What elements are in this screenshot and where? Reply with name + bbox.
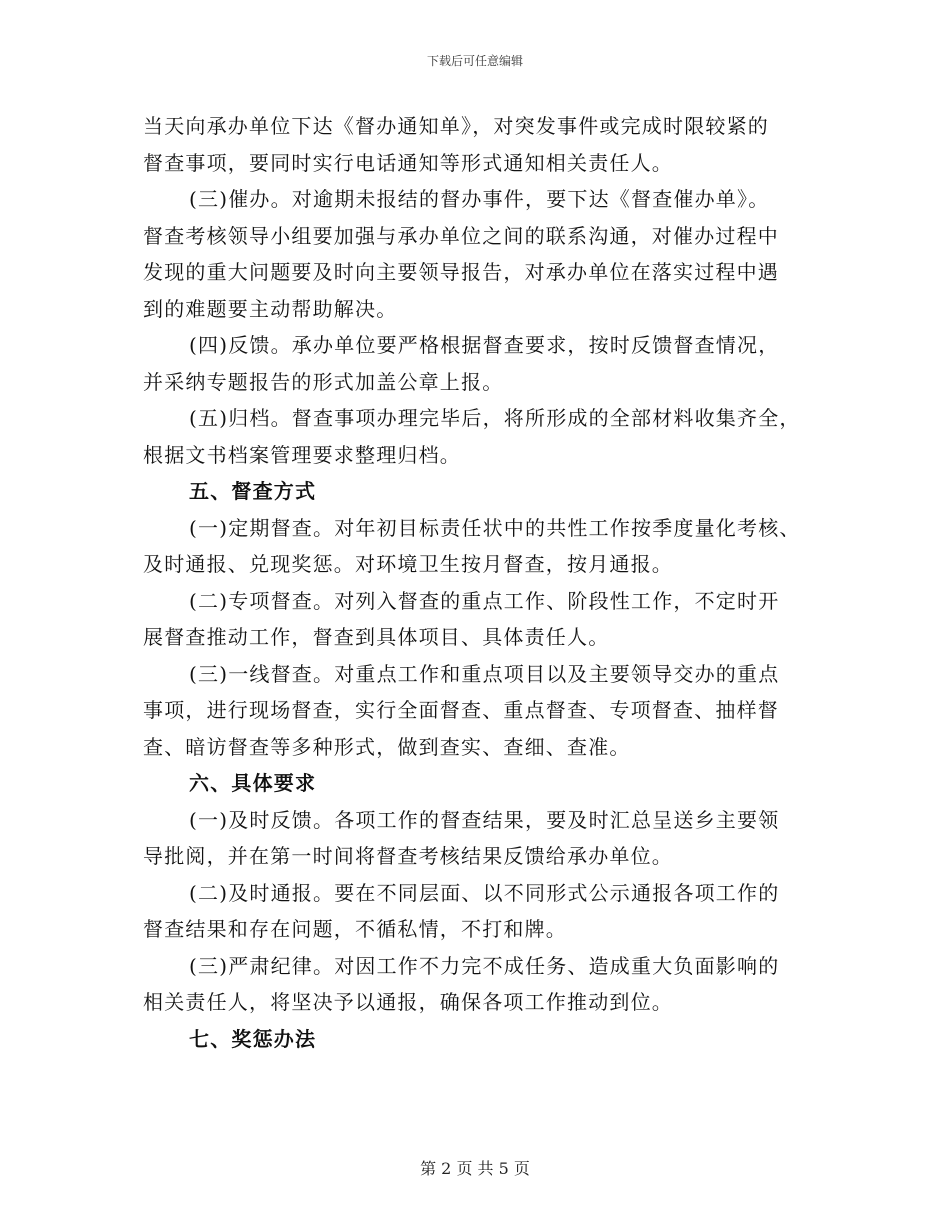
paragraph-first-line: (四)反馈。承办单位要严格根据督查要求，按时反馈督查情况， <box>189 333 780 357</box>
paragraph-first-line: (三)严肃纪律。对因工作不力完不成任务、造成重大负面影响的 <box>189 953 780 978</box>
body-line: 及时通报、兑现奖惩。对环境卫生按月督查，按月通报。 <box>143 552 673 576</box>
body-line: 并采纳专题报告的形式加盖公章上报。 <box>143 369 504 394</box>
body-line: 根据文书档案管理要求整理归档。 <box>143 442 461 467</box>
section-heading: 五、督查方式 <box>189 479 317 503</box>
section-heading: 七、奖惩办法 <box>189 1026 317 1051</box>
body-line: 事项，进行现场督查，实行全面督查、重点督查、专项督查、抽样督 <box>143 698 779 722</box>
body-line: 当天向承办单位下达《督办通知单》，对突发事件或完成时限较紧的 <box>143 114 769 138</box>
paragraph-first-line: (三)催办。对逾期未报结的督办事件，要下达《督查催办单》。 <box>189 187 770 211</box>
body-line: 督查结果和存在问题，不循私情，不打和牌。 <box>143 917 567 941</box>
body-line: 发现的重大问题要及时向主要领导报告，对承办单位在落实过程中遇 <box>143 260 779 284</box>
body-line: 到的难题要主动帮助解决。 <box>143 296 398 321</box>
paragraph-first-line: (一)定期督查。对年初目标责任状中的共性工作按季度量化考核、 <box>189 515 801 540</box>
document-body <box>143 108 813 1057</box>
paragraph-first-line: (二)及时通报。要在不同层面、以不同形式公示通报各项工作的 <box>189 880 780 905</box>
page-header: 下载后可任意编辑 <box>426 54 523 68</box>
body-line: 督查事项，要同时实行电话通知等形式通知相关责任人。 <box>143 150 673 175</box>
page-number-footer: 第 2 页 共 5 页 <box>420 1159 530 1178</box>
body-line: 相关责任人，将坚决予以通报，确保各项工作推动到位。 <box>143 990 673 1014</box>
body-line: 查、暗访督查等多种形式，做到查实、查细、查准。 <box>143 734 631 759</box>
paragraph-first-line: (二)专项督查。对列入督查的重点工作、阶段性工作，不定时开 <box>189 588 780 613</box>
paragraph-first-line: (三)一线督查。对重点工作和重点项目以及主要领导交办的重点 <box>189 661 780 686</box>
paragraph-first-line: (一)及时反馈。各项工作的督查结果，要及时汇总呈送乡主要领 <box>189 807 780 832</box>
body-line: 导批阅，并在第一时间将督查考核结果反馈给承办单位。 <box>143 844 673 868</box>
paragraph-first-line: (五)归档。督查事项办理完毕后，将所形成的全部材料收集齐全， <box>189 406 801 430</box>
body-line: 督查考核领导小组要加强与承办单位之间的联系沟通，对催办过程中 <box>143 223 779 248</box>
section-heading: 六、具体要求 <box>189 771 317 795</box>
body-line: 展督查推动工作，督查到具体项目、具体责任人。 <box>143 625 610 649</box>
